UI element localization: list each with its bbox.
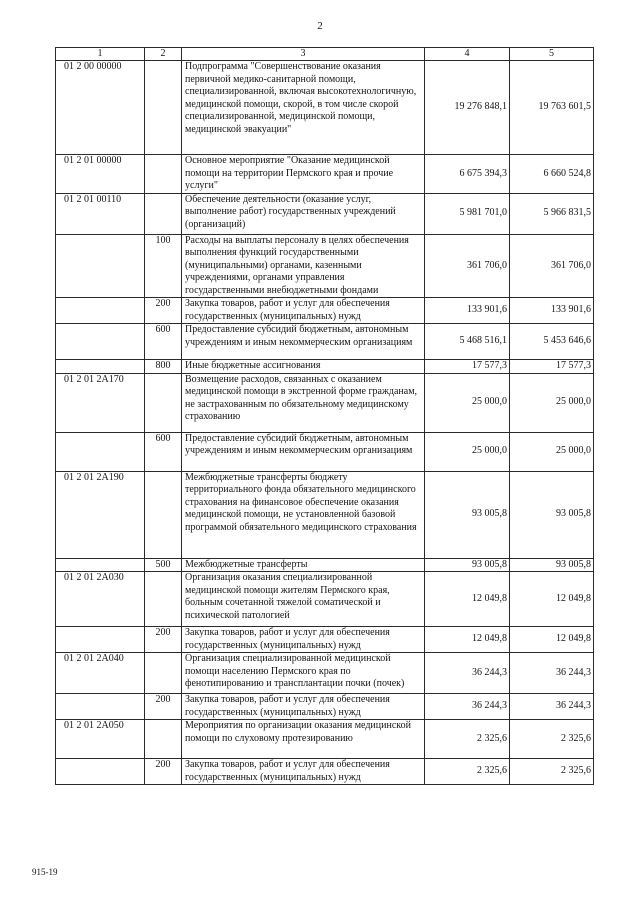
document-code: 915-19 [32, 867, 58, 877]
cell-name: Закупка товаров, работ и услуг для обеспечения государственных (муниципальных) нужд [182, 759, 425, 785]
table-row [56, 373, 594, 432]
header-col-value-2: 5 [510, 48, 594, 61]
cell-value-2: 361 706,0 [510, 234, 594, 298]
cell-expense-type: 100 [145, 234, 182, 298]
cell-code [56, 558, 145, 572]
table-row [56, 558, 594, 572]
table-row [56, 61, 594, 155]
cell-value-2: 36 244,3 [510, 694, 594, 720]
cell-code [56, 694, 145, 720]
cell-expense-type [145, 373, 182, 432]
cell-value-2: 12 049,8 [510, 627, 594, 653]
cell-name: Закупка товаров, работ и услуг для обеспечения государственных (муниципальных) нужд [182, 627, 425, 653]
cell-name: Организация оказания специализированной медицинской помощи жителям Пермского края, больным сочетанной тяжелой соматической и психической патологией [182, 572, 425, 627]
cell-value-1: 5 468 516,1 [425, 324, 510, 360]
table-row [56, 572, 594, 627]
cell-value-2: 2 325,6 [510, 759, 594, 785]
cell-value-1: 12 049,8 [425, 572, 510, 627]
cell-code [56, 298, 145, 324]
table-row [56, 193, 594, 234]
cell-value-1: 361 706,0 [425, 234, 510, 298]
cell-expense-type [145, 653, 182, 694]
cell-value-1: 12 049,8 [425, 627, 510, 653]
cell-value-1: 36 244,3 [425, 694, 510, 720]
cell-value-2: 6 660 524,8 [510, 155, 594, 194]
cell-name: Мероприятия по организации оказания медицинской помощи по слуховому протезированию [182, 720, 425, 759]
cell-value-1: 17 577,3 [425, 360, 510, 374]
header-row [56, 48, 594, 61]
cell-value-1: 133 901,6 [425, 298, 510, 324]
table-row [56, 324, 594, 360]
cell-name: Возмещение расходов, связанных с оказанием медицинской помощи в экстренной форме гражданам, не застрахованным по обязательному медицинскому страхованию [182, 373, 425, 432]
table-row [56, 471, 594, 558]
cell-name: Обеспечение деятельности (оказание услуг, выполнение работ) государственных учреждений (организаций) [182, 193, 425, 234]
cell-value-1: 5 981 701,0 [425, 193, 510, 234]
cell-expense-type [145, 193, 182, 234]
cell-code [56, 324, 145, 360]
cell-value-1: 25 000,0 [425, 432, 510, 471]
cell-code [56, 627, 145, 653]
cell-expense-type [145, 572, 182, 627]
cell-value-2: 19 763 601,5 [510, 61, 594, 155]
cell-value-2: 93 005,8 [510, 558, 594, 572]
header-col-name: 3 [182, 48, 425, 61]
cell-code [56, 360, 145, 374]
cell-value-1: 36 244,3 [425, 653, 510, 694]
cell-code [56, 759, 145, 785]
cell-name: Основное мероприятие "Оказание медицинской помощи на территории Пермского края и прочие услуги" [182, 155, 425, 194]
cell-name: Предоставление субсидий бюджетным, автономным учреждениям и иным некоммерческим организациям [182, 432, 425, 471]
table-row [56, 720, 594, 759]
table-row [56, 627, 594, 653]
cell-code: 01 2 01 2А050 [56, 720, 145, 759]
header-col-value-1: 4 [425, 48, 510, 61]
cell-value-1: 93 005,8 [425, 558, 510, 572]
cell-value-1: 19 276 848,1 [425, 61, 510, 155]
table-row [56, 694, 594, 720]
cell-expense-type [145, 155, 182, 194]
cell-code: 01 2 01 00110 [56, 193, 145, 234]
cell-name: Иные бюджетные ассигнования [182, 360, 425, 374]
table-body [56, 61, 594, 785]
cell-name: Организация специализированной медицинской помощи населению Пермского края по фенотипированию и трансплантации почки (почек) [182, 653, 425, 694]
cell-value-2: 25 000,0 [510, 432, 594, 471]
cell-name: Закупка товаров, работ и услуг для обеспечения государственных (муниципальных) нужд [182, 694, 425, 720]
cell-value-2: 2 325,6 [510, 720, 594, 759]
budget-table [55, 47, 594, 785]
cell-expense-type: 500 [145, 558, 182, 572]
cell-code: 01 2 01 2А170 [56, 373, 145, 432]
cell-expense-type: 200 [145, 759, 182, 785]
cell-value-2: 133 901,6 [510, 298, 594, 324]
cell-code: 01 2 00 00000 [56, 61, 145, 155]
cell-value-2: 17 577,3 [510, 360, 594, 374]
cell-value-2: 12 049,8 [510, 572, 594, 627]
cell-value-2: 5 453 646,6 [510, 324, 594, 360]
cell-expense-type [145, 61, 182, 155]
cell-value-1: 2 325,6 [425, 720, 510, 759]
cell-value-1: 93 005,8 [425, 471, 510, 558]
header-col-type: 2 [145, 48, 182, 61]
cell-value-1: 2 325,6 [425, 759, 510, 785]
cell-name: Подпрограмма "Совершенствование оказания первичной медико-санитарной помощи, специализированной, включая высокотехнологичную, медицинской помощи, скорой, в том числе скорой специализированной, медицинской помощи, медицинской эвакуации" [182, 61, 425, 155]
cell-value-2: 5 966 831,5 [510, 193, 594, 234]
cell-value-2: 36 244,3 [510, 653, 594, 694]
cell-expense-type: 600 [145, 324, 182, 360]
cell-value-1: 6 675 394,3 [425, 155, 510, 194]
cell-expense-type: 200 [145, 694, 182, 720]
cell-expense-type: 200 [145, 298, 182, 324]
cell-code [56, 234, 145, 298]
table-row [56, 234, 594, 298]
cell-value-2: 25 000,0 [510, 373, 594, 432]
cell-expense-type [145, 471, 182, 558]
table-row [56, 653, 594, 694]
cell-expense-type: 800 [145, 360, 182, 374]
cell-code: 01 2 01 2А030 [56, 572, 145, 627]
cell-code [56, 432, 145, 471]
header-col-code: 1 [56, 48, 145, 61]
page-number: 2 [317, 20, 323, 32]
cell-name: Межбюджетные трансферты [182, 558, 425, 572]
cell-value-2: 93 005,8 [510, 471, 594, 558]
cell-value-1: 25 000,0 [425, 373, 510, 432]
cell-code: 01 2 01 2А190 [56, 471, 145, 558]
table-row [56, 155, 594, 194]
cell-code: 01 2 01 2А040 [56, 653, 145, 694]
cell-name: Межбюджетные трансферты бюджету территориального фонда обязательного медицинского страхования на финансовое обеспечение оказания медицинской помощи, не установленной базовой программой обязательного медицинского страхования [182, 471, 425, 558]
cell-expense-type [145, 720, 182, 759]
table-row [56, 360, 594, 374]
cell-code: 01 2 01 00000 [56, 155, 145, 194]
table-row [56, 298, 594, 324]
cell-expense-type: 600 [145, 432, 182, 471]
cell-name: Предоставление субсидий бюджетным, автономным учреждениям и иным некоммерческим организациям [182, 324, 425, 360]
table-row [56, 759, 594, 785]
cell-expense-type: 200 [145, 627, 182, 653]
cell-name: Расходы на выплаты персоналу в целях обеспечения выполнения функций государственными (муниципальными) органами, казенными учреждениями, органами управления государственными внебюджетными фондами [182, 234, 425, 298]
table-row [56, 432, 594, 471]
cell-name: Закупка товаров, работ и услуг для обеспечения государственных (муниципальных) нужд [182, 298, 425, 324]
